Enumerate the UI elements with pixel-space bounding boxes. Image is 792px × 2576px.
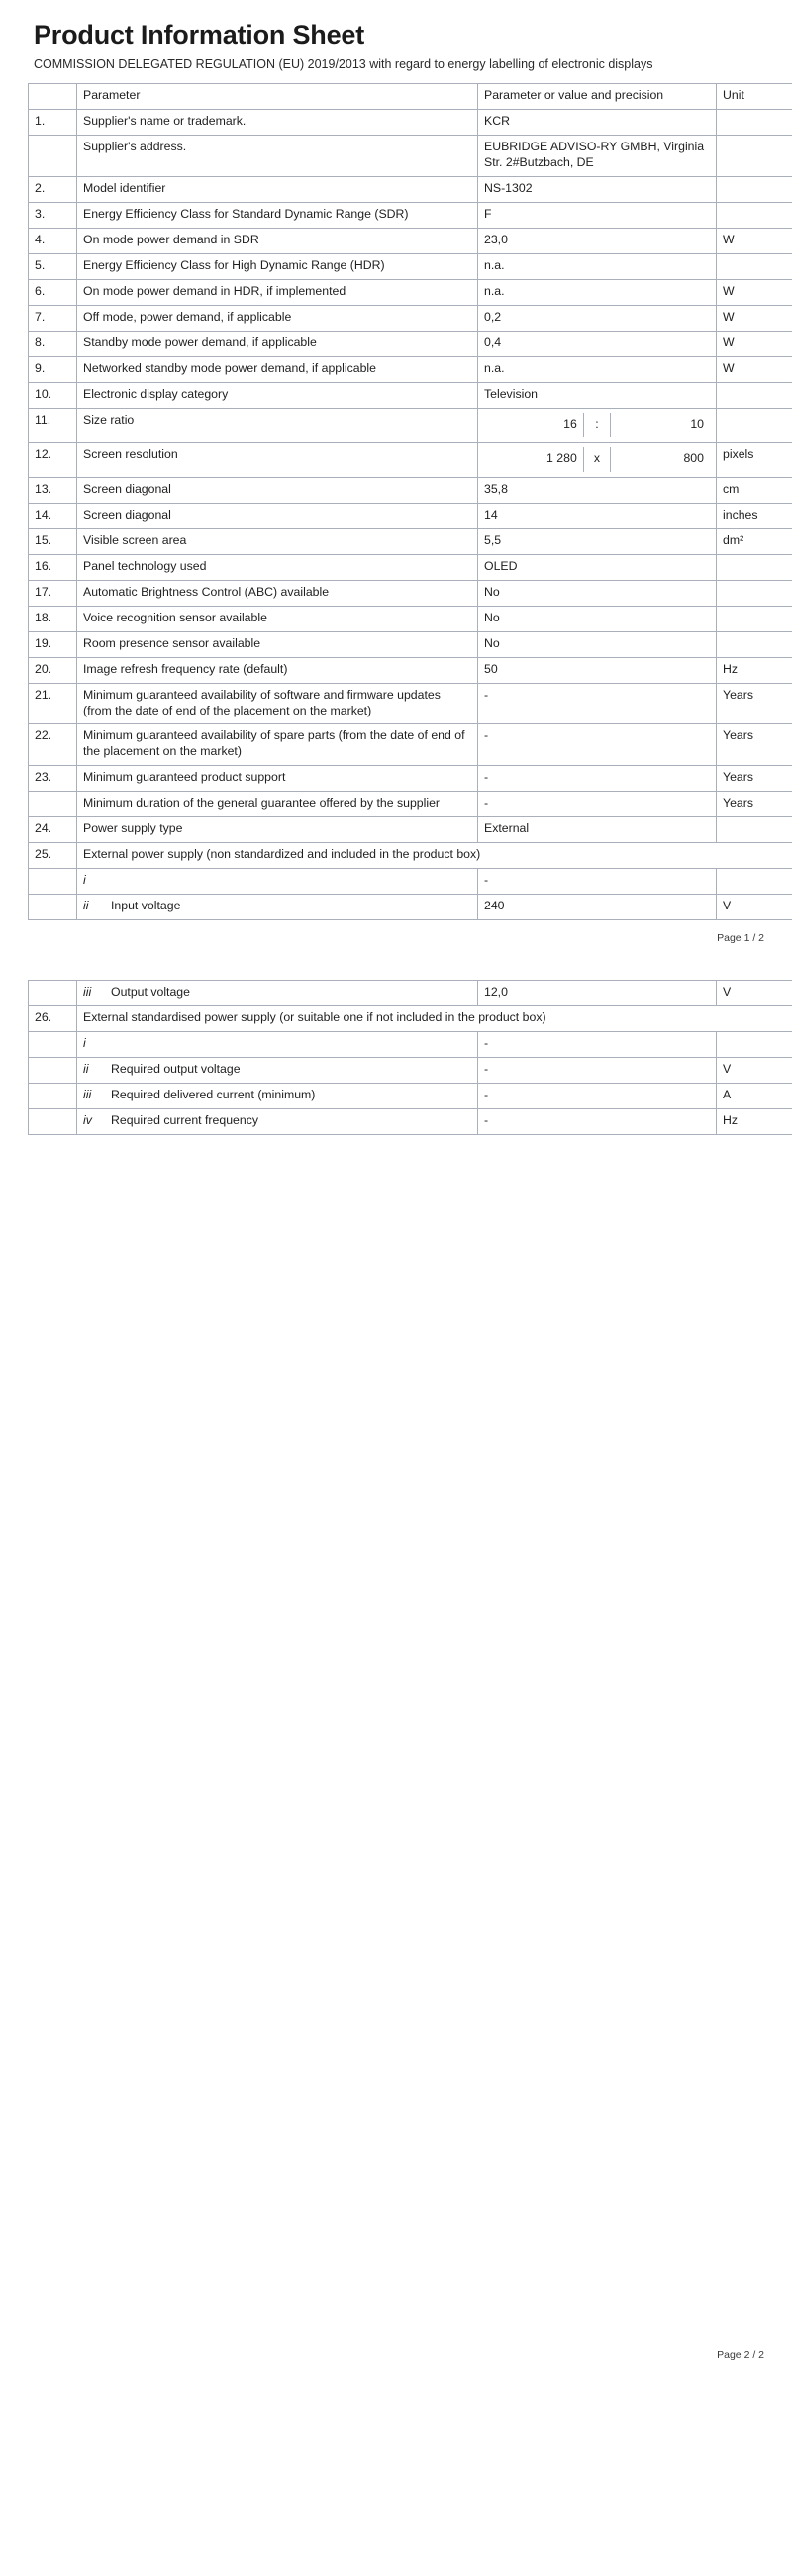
row-parameter: Automatic Brightness Control (ABC) available <box>77 580 478 606</box>
row-value: - <box>478 869 717 895</box>
row-unit: Years <box>717 724 792 766</box>
sub-index-label: iv <box>83 1113 92 1128</box>
row-parameter-sub <box>77 1032 478 1058</box>
row-number: 10. <box>29 382 77 408</box>
row-unit: W <box>717 228 792 253</box>
resolution-width: 1 280 <box>484 447 583 472</box>
row-parameter: Minimum guaranteed product support <box>77 766 478 792</box>
row-parameter: Voice recognition sensor available <box>77 606 478 631</box>
row-value: - <box>478 1032 717 1058</box>
table-row <box>29 869 792 895</box>
sub-parameter-text: Required output voltage <box>111 1062 241 1077</box>
table-row <box>29 1109 792 1135</box>
row-number <box>29 1032 77 1058</box>
page-2-footer: Page 2 / 2 <box>717 2349 764 2362</box>
table-row <box>29 895 792 920</box>
row-unit <box>717 554 792 580</box>
row-parameter: Visible screen area <box>77 528 478 554</box>
row-unit: V <box>717 1058 792 1084</box>
row-parameter: Off mode, power demand, if applicable <box>77 305 478 331</box>
header-value: Parameter or value and precision <box>478 83 717 109</box>
row-parameter: Networked standby mode power demand, if applicable <box>77 356 478 382</box>
row-number: 15. <box>29 528 77 554</box>
table-body-page-2 <box>29 981 792 1135</box>
row-number: 9. <box>29 356 77 382</box>
sub-index-label: iii <box>83 1088 92 1102</box>
row-parameter: Energy Efficiency Class for High Dynamic Range (HDR) <box>77 253 478 279</box>
row-unit: W <box>717 356 792 382</box>
row-number: 4. <box>29 228 77 253</box>
row-unit <box>717 606 792 631</box>
row-number: 7. <box>29 305 77 331</box>
row-value: Television <box>478 382 717 408</box>
row-unit: V <box>717 981 792 1006</box>
row-parameter-sub <box>77 895 478 920</box>
row-unit <box>717 580 792 606</box>
row-number: 23. <box>29 766 77 792</box>
row-parameter: Room presence sensor available <box>77 631 478 657</box>
table-row <box>29 981 792 1006</box>
row-unit <box>717 869 792 895</box>
row-number: 22. <box>29 724 77 766</box>
row-number: 11. <box>29 408 77 442</box>
row-unit: W <box>717 279 792 305</box>
sub-index-label: iii <box>83 985 92 1000</box>
row-number <box>29 1109 77 1135</box>
table-row <box>29 135 792 176</box>
row-value-split <box>478 408 717 442</box>
product-information-table-page-1 <box>28 83 792 920</box>
row-number: 12. <box>29 442 77 477</box>
sub-parameter-text: Required delivered current (minimum) <box>111 1088 316 1102</box>
row-parameter: Minimum guaranteed availability of spare parts (from the date of end of the placement on the market) <box>77 724 478 766</box>
row-value: EUBRIDGE ADVISO-RY GMBH, Virginia Str. 2#Butzbach, DE <box>478 135 717 176</box>
row-unit: pixels <box>717 442 792 477</box>
row-number: 3. <box>29 202 77 228</box>
row-unit <box>717 109 792 135</box>
sub-parameter-text: Output voltage <box>111 985 190 1000</box>
header-num <box>29 83 77 109</box>
row-unit <box>717 202 792 228</box>
row-unit: Hz <box>717 1109 792 1135</box>
row-parameter-sub <box>77 1109 478 1135</box>
row-value: n.a. <box>478 279 717 305</box>
row-number: 16. <box>29 554 77 580</box>
table-body-page-1 <box>29 83 792 919</box>
table-row <box>29 631 792 657</box>
table-row <box>29 580 792 606</box>
table-row <box>29 331 792 356</box>
row-value: - <box>478 1058 717 1084</box>
row-number: 1. <box>29 109 77 135</box>
row-number: 24. <box>29 817 77 843</box>
row-unit: inches <box>717 503 792 528</box>
row-value: 0,2 <box>478 305 717 331</box>
row-value: - <box>478 1084 717 1109</box>
row-value: n.a. <box>478 253 717 279</box>
row-number: 25. <box>29 843 77 869</box>
row-unit: dm² <box>717 528 792 554</box>
row-value: - <box>478 766 717 792</box>
sub-parameter-text: Required current frequency <box>111 1113 259 1128</box>
row-unit <box>717 817 792 843</box>
row-value: 5,5 <box>478 528 717 554</box>
row-unit <box>717 135 792 176</box>
row-value: n.a. <box>478 356 717 382</box>
row-unit <box>717 631 792 657</box>
sub-index-label: i <box>83 1036 86 1051</box>
row-unit: Years <box>717 766 792 792</box>
table-row <box>29 766 792 792</box>
row-unit: Hz <box>717 657 792 683</box>
header-unit: Unit <box>717 83 792 109</box>
row-unit <box>717 382 792 408</box>
row-parameter: Power supply type <box>77 817 478 843</box>
row-value: 35,8 <box>478 477 717 503</box>
row-unit: Years <box>717 683 792 724</box>
row-parameter: Screen diagonal <box>77 503 478 528</box>
table-row <box>29 724 792 766</box>
table-row <box>29 1058 792 1084</box>
table-row <box>29 228 792 253</box>
row-number: 20. <box>29 657 77 683</box>
table-row <box>29 528 792 554</box>
row-number <box>29 869 77 895</box>
table-row <box>29 657 792 683</box>
row-unit: A <box>717 1084 792 1109</box>
row-value: 0,4 <box>478 331 717 356</box>
row-unit <box>717 1032 792 1058</box>
page-break-spacer <box>0 944 792 980</box>
row-parameter: Model identifier <box>77 176 478 202</box>
row-value: No <box>478 580 717 606</box>
row-value: 23,0 <box>478 228 717 253</box>
table-row <box>29 356 792 382</box>
row-value-split <box>478 442 717 477</box>
row-parameter: Electronic display category <box>77 382 478 408</box>
table-row <box>29 202 792 228</box>
resolution-separator: x <box>583 447 610 472</box>
row-parameter-sub <box>77 869 478 895</box>
size-ratio-separator: : <box>583 413 610 437</box>
row-unit: V <box>717 895 792 920</box>
table-row <box>29 176 792 202</box>
row-number: 2. <box>29 176 77 202</box>
size-ratio-width: 16 <box>484 413 583 437</box>
row-number <box>29 135 77 176</box>
row-number <box>29 895 77 920</box>
row-parameter: Standby mode power demand, if applicable <box>77 331 478 356</box>
row-parameter: Image refresh frequency rate (default) <box>77 657 478 683</box>
row-value: NS-1302 <box>478 176 717 202</box>
table-row <box>29 109 792 135</box>
row-value: 50 <box>478 657 717 683</box>
page-title: Product Information Sheet <box>34 20 365 49</box>
table-row <box>29 554 792 580</box>
row-parameter: External standardised power supply (or suitable one if not included in the product box) <box>77 1006 792 1032</box>
row-number: 14. <box>29 503 77 528</box>
row-value: No <box>478 606 717 631</box>
table-row <box>29 1006 792 1032</box>
row-value: - <box>478 792 717 817</box>
size-ratio-height: 10 <box>690 416 704 430</box>
row-number: 26. <box>29 1006 77 1032</box>
row-parameter: Supplier's address. <box>77 135 478 176</box>
sub-parameter-text: Input voltage <box>111 899 181 913</box>
row-number: 21. <box>29 683 77 724</box>
row-parameter: Size ratio <box>77 408 478 442</box>
row-parameter: Screen diagonal <box>77 477 478 503</box>
table-row <box>29 503 792 528</box>
header-parameter: Parameter <box>77 83 478 109</box>
row-unit <box>717 408 792 442</box>
row-parameter: Minimum guaranteed availability of software and firmware updates (from the date of end of the placement on the market) <box>77 683 478 724</box>
row-parameter: Minimum duration of the general guarantee offered by the supplier <box>77 792 478 817</box>
row-parameter: Panel technology used <box>77 554 478 580</box>
page-1 <box>0 0 792 944</box>
table-row <box>29 817 792 843</box>
row-unit: W <box>717 305 792 331</box>
product-information-table-page-2 <box>28 980 792 1135</box>
table-row <box>29 305 792 331</box>
row-value: KCR <box>478 109 717 135</box>
table-row <box>29 1084 792 1109</box>
row-number <box>29 1084 77 1109</box>
row-parameter: Supplier's name or trademark. <box>77 109 478 135</box>
row-unit <box>717 176 792 202</box>
row-number: 17. <box>29 580 77 606</box>
row-value: 12,0 <box>478 981 717 1006</box>
row-parameter: External power supply (non standardized and included in the product box) <box>77 843 792 869</box>
row-value: OLED <box>478 554 717 580</box>
table-row <box>29 253 792 279</box>
page-1-footer: Page 1 / 2 <box>717 932 764 945</box>
table-row <box>29 843 792 869</box>
resolution-height: 800 <box>683 450 704 465</box>
row-value: - <box>478 1109 717 1135</box>
sub-index-label: ii <box>83 1062 89 1077</box>
sub-index-label: i <box>83 873 86 888</box>
row-value: - <box>478 683 717 724</box>
table-row <box>29 279 792 305</box>
row-value: External <box>478 817 717 843</box>
row-number <box>29 981 77 1006</box>
row-value: - <box>478 724 717 766</box>
table-header-row <box>29 83 792 109</box>
row-unit <box>717 253 792 279</box>
table-row <box>29 606 792 631</box>
table-row <box>29 477 792 503</box>
row-number <box>29 792 77 817</box>
row-parameter-sub <box>77 1084 478 1109</box>
row-parameter-sub <box>77 1058 478 1084</box>
row-value: F <box>478 202 717 228</box>
row-unit: W <box>717 331 792 356</box>
page-subtitle: COMMISSION DELEGATED REGULATION (EU) 2019/2013 with regard to energy labelling of electronic displays <box>34 57 653 71</box>
row-value: No <box>478 631 717 657</box>
table-row <box>29 382 792 408</box>
row-parameter: On mode power demand in HDR, if implemented <box>77 279 478 305</box>
row-parameter: Screen resolution <box>77 442 478 477</box>
row-number: 13. <box>29 477 77 503</box>
table-row <box>29 792 792 817</box>
table-row <box>29 442 792 477</box>
table-row <box>29 683 792 724</box>
page-2-bottom-spacer <box>28 1135 764 2337</box>
row-value: 240 <box>478 895 717 920</box>
row-number: 8. <box>29 331 77 356</box>
row-number <box>29 1058 77 1084</box>
row-number: 18. <box>29 606 77 631</box>
row-parameter: Energy Efficiency Class for Standard Dynamic Range (SDR) <box>77 202 478 228</box>
row-value: 14 <box>478 503 717 528</box>
row-parameter-sub <box>77 981 478 1006</box>
row-number: 5. <box>29 253 77 279</box>
page-2 <box>0 980 792 2361</box>
row-unit: cm <box>717 477 792 503</box>
row-number: 6. <box>29 279 77 305</box>
table-row <box>29 408 792 442</box>
row-parameter: On mode power demand in SDR <box>77 228 478 253</box>
sub-index-label: ii <box>83 899 89 913</box>
table-row <box>29 1032 792 1058</box>
row-unit: Years <box>717 792 792 817</box>
row-number: 19. <box>29 631 77 657</box>
